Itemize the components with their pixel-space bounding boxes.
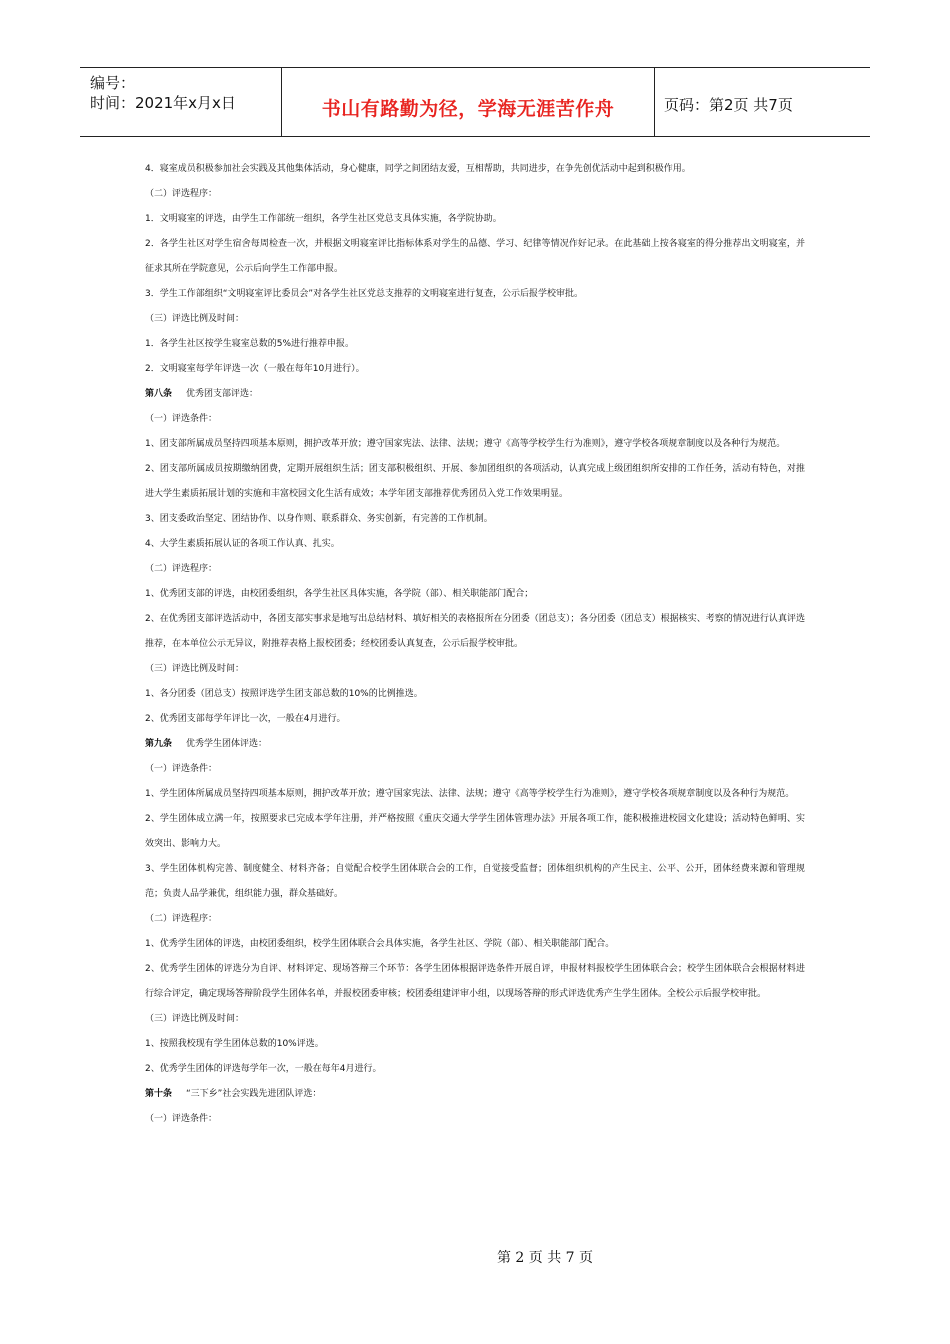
- paragraph-text: （三）评选比例及时间：: [145, 314, 245, 324]
- paragraph-text: 1、学生团体所属成员坚持四项基本原则，拥护改革开放；遵守国家宪法、法律、法规；遵守《高等学校学生行为准则》，遵守学校各项规章制度以及各种行为规范。: [145, 789, 795, 799]
- paragraph-text: （二）评选程序：: [145, 189, 218, 199]
- paragraph-text: 3、团支委政治坚定、团结协作、以身作则、联系群众、务实创新，有完善的工作机制。: [145, 514, 493, 524]
- paragraph-text: （二）评选程序：: [145, 914, 218, 924]
- body-paragraph: [145, 432, 805, 457]
- header-info-cell: [80, 68, 282, 136]
- paragraph-text: 2、学生团体成立满一年，按照要求已完成本学年注册，并严格按照《重庆交通大学学生团体管理办法》开展各项工作，能积极推进校园文化建设；活动特色鲜明、实效突出、影响力大。: [145, 814, 805, 849]
- article-number: 第十条: [145, 1089, 173, 1099]
- body-paragraph: [145, 457, 805, 507]
- body-paragraph: [145, 857, 805, 907]
- header-page-cell: [655, 68, 870, 136]
- header-motto: 书山有路勤为径，学海无涯苦作舟: [321, 98, 615, 120]
- body-paragraph: [145, 657, 805, 682]
- body-paragraph: [145, 207, 805, 232]
- paragraph-text: （一）评选条件：: [145, 414, 218, 424]
- paragraph-text: 优秀学生团体评选：: [186, 739, 268, 749]
- body-paragraph: [145, 682, 805, 707]
- body-paragraph: [145, 157, 805, 182]
- document-number-label: 编号：: [90, 74, 136, 92]
- paragraph-text: 1、优秀学生团体的评选，由校团委组织，校学生团体联合会具体实施，各学生社区、学院（部）、相关职能部门配合。: [145, 939, 615, 949]
- paragraph-text: 2、在优秀团支部评选活动中，各团支部实事求是地写出总结材料、填好相关的表格报所在分团委（团总支）；各分团委（团总支）根据核实、考察的情况进行认真评选推荐，在本单位公示无异议，附推荐表格上报校团委；经校团委认真复查，公示后报学校审批。: [145, 614, 805, 649]
- body-paragraph: [145, 557, 805, 582]
- page-footer: 第 2 页 共 7 页: [496, 1250, 594, 1266]
- body-paragraph: [145, 932, 805, 957]
- body-paragraph: [145, 807, 805, 857]
- body-paragraph: [145, 782, 805, 807]
- body-paragraph: [145, 607, 805, 657]
- body-paragraph: [145, 407, 805, 432]
- paragraph-text: 1．文明寝室的评选，由学生工作部统一组织，各学生社区党总支具体实施，各学院协助。: [145, 214, 502, 224]
- paragraph-text: 2．文明寝室每学年评选一次（一般在每年10月进行）。: [145, 364, 365, 374]
- body-paragraph: [145, 357, 805, 382]
- paragraph-text: 2、优秀学生团体的评选每学年一次，一般在每年4月进行。: [145, 1064, 382, 1074]
- header-motto-cell: [282, 68, 655, 136]
- body-paragraph: [145, 1057, 805, 1082]
- paragraph-text: 1、按照我校现有学生团体总数的10%评选。: [145, 1039, 324, 1049]
- paragraph-text: 4、大学生素质拓展认证的各项工作认真、扎实。: [145, 539, 340, 549]
- paragraph-text: 2．各学生社区对学生宿舍每周检查一次，并根据文明寝室评比指标体系对学生的品德、学习、纪律等情况作好记录。在此基础上按各寝室的得分推荐出文明寝室，并征求其所在学院意见，公示后向学生工作部申报。: [145, 239, 805, 274]
- article-heading: [145, 382, 805, 407]
- page-header: [80, 67, 870, 137]
- paragraph-text: “三下乡”社会实践先进团队评选：: [186, 1089, 322, 1099]
- article-heading: [145, 732, 805, 757]
- body-paragraph: [145, 182, 805, 207]
- paragraph-text: （一）评选条件：: [145, 764, 218, 774]
- document-time-label: 时间：2021年x月x日: [90, 94, 236, 112]
- body-paragraph: [145, 307, 805, 332]
- body-paragraph: [145, 282, 805, 307]
- header-page-number: 页码：第2页 共7页: [664, 96, 793, 114]
- article-heading: [145, 1082, 805, 1107]
- body-paragraph: [145, 532, 805, 557]
- body-paragraph: [145, 1007, 805, 1032]
- body-paragraph: [145, 957, 805, 1007]
- paragraph-text: 4．寝室成员积极参加社会实践及其他集体活动，身心健康，同学之间团结友爱，互相帮助，共同进步，在争先创优活动中起到积极作用。: [145, 164, 691, 174]
- paragraph-text: （二）评选程序：: [145, 564, 218, 574]
- paragraph-text: 1．各学生社区按学生寝室总数的5%进行推荐申报。: [145, 339, 355, 349]
- paragraph-text: 3．学生工作部组织“文明寝室评比委员会”对各学生社区党总支推荐的文明寝室进行复查，公示后报学校审批。: [145, 289, 584, 299]
- paragraph-text: 1、各分团委（团总支）按照评选学生团支部总数的10%的比例推选。: [145, 689, 423, 699]
- paragraph-text: （三）评选比例及时间：: [145, 1014, 245, 1024]
- paragraph-text: 3、学生团体机构完善、制度健全、材料齐备；自觉配合校学生团体联合会的工作，自觉接受监督；团体组织机构的产生民主、公平、公开，团体经费来源和管理规范；负责人品学兼优，组织能力强，群众基础好。: [145, 864, 805, 899]
- paragraph-text: 1、优秀团支部的评选，由校团委组织，各学生社区具体实施，各学院（部）、相关职能部门配合；: [145, 589, 534, 599]
- paragraph-text: 优秀团支部评选：: [186, 389, 259, 399]
- body-paragraph: [145, 1107, 805, 1132]
- body-paragraph: [145, 332, 805, 357]
- body-paragraph: [145, 232, 805, 282]
- paragraph-text: 1、团支部所属成员坚持四项基本原则，拥护改革开放；遵守国家宪法、法律、法规；遵守《高等学校学生行为准则》，遵守学校各项规章制度以及各种行为规范。: [145, 439, 786, 449]
- paragraph-text: 2、团支部所属成员按期缴纳团费，定期开展组织生活；团支部积极组织、开展、参加团组织的各项活动，认真完成上级团组织所安排的工作任务，活动有特色，对推进大学生素质拓展计划的实施和丰富校园文化生活有成效；本学年团支部推荐优秀团员入党工作效果明显。: [145, 464, 805, 499]
- paragraph-text: （三）评选比例及时间：: [145, 664, 245, 674]
- body-paragraph: [145, 507, 805, 532]
- body-paragraph: [145, 757, 805, 782]
- paragraph-text: 2、优秀学生团体的评选分为自评、材料评定、现场答辩三个环节：各学生团体根据评选条件开展自评，申报材料报校学生团体联合会；校学生团体联合会根据材料进行综合评定，确定现场答辩阶段学生团体名单，并报校团委审核；校团委组建评审小组，以现场答辩的形式评选优秀产生学生团体。全校公示后报学校审批。: [145, 964, 805, 999]
- body-paragraph: [145, 582, 805, 607]
- body-paragraph: [145, 1032, 805, 1057]
- paragraph-text: （一）评选条件：: [145, 1114, 218, 1124]
- article-number: 第八条: [145, 389, 173, 399]
- article-number: 第九条: [145, 739, 173, 749]
- body-paragraph: [145, 907, 805, 932]
- body-paragraph: [145, 707, 805, 732]
- paragraph-text: 2、优秀团支部每学年评比一次，一般在4月进行。: [145, 714, 346, 724]
- document-body: [145, 157, 805, 1132]
